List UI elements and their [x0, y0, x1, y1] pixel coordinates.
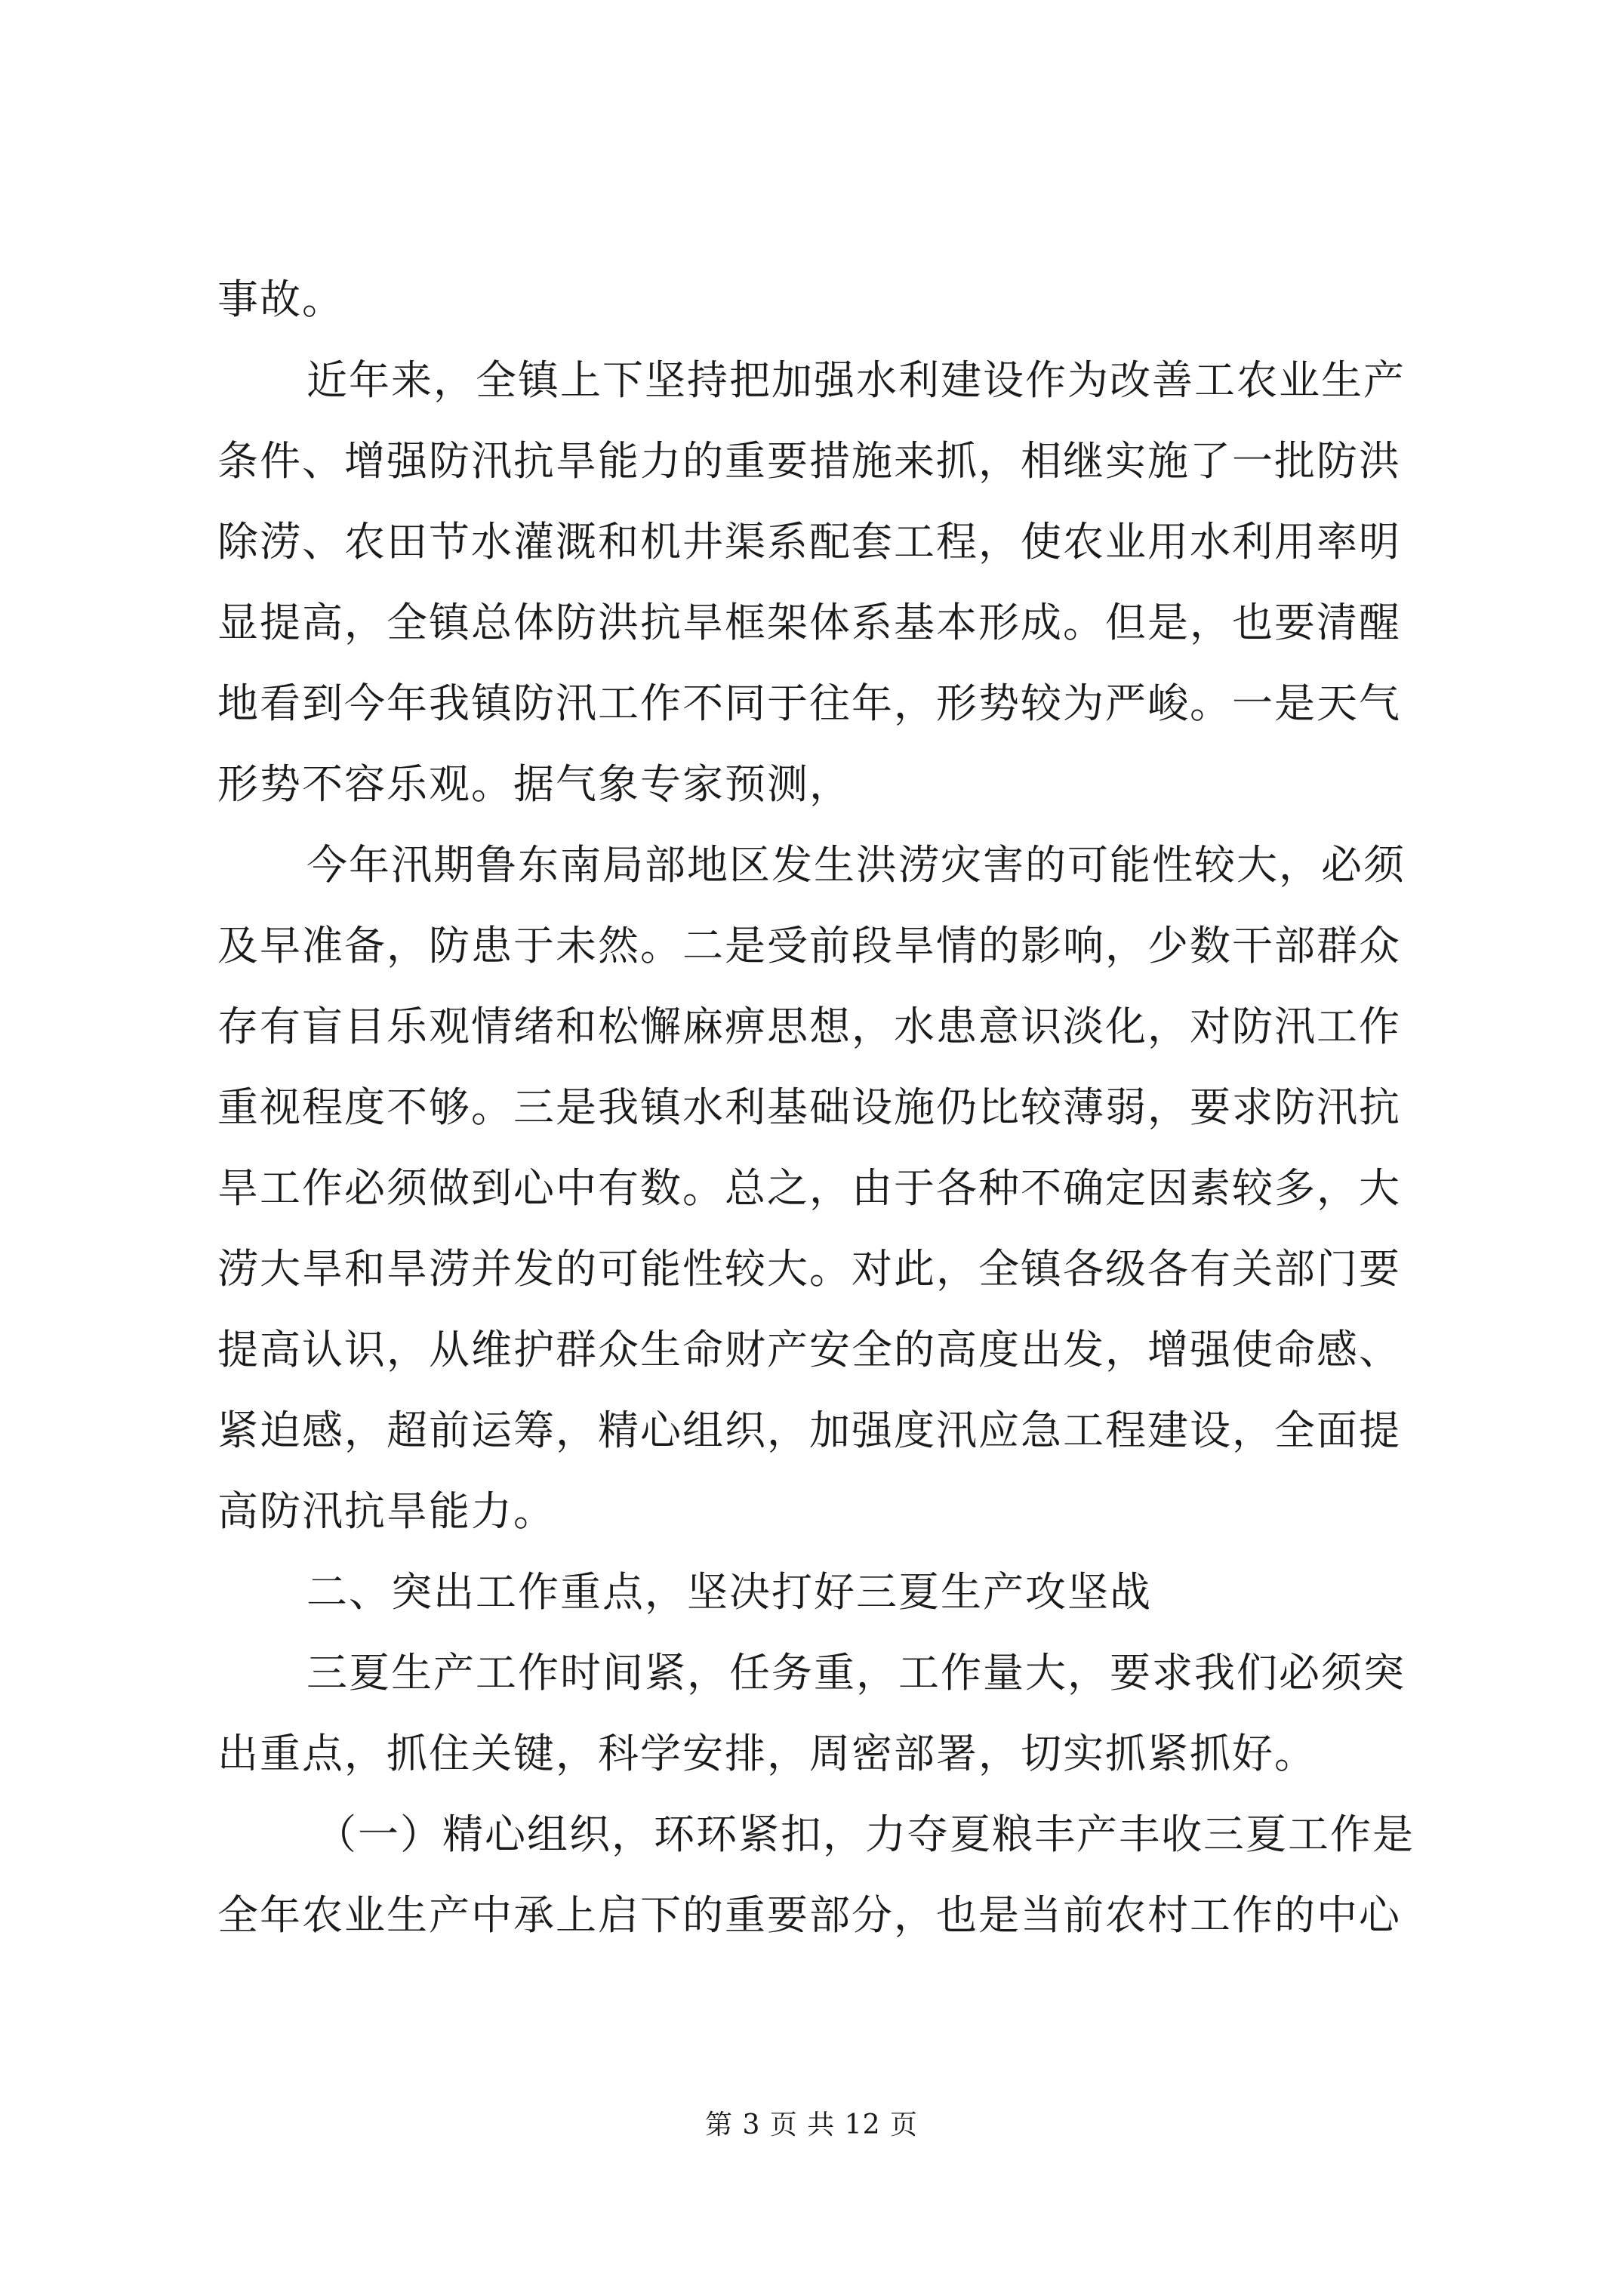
subsection-line: （一）精心组织，环环紧扣，力夺夏粮丰产丰收三夏工作是 — [316, 1811, 1415, 1858]
text-line: 紧迫感，超前运筹，精心组织，加强度汛应急工程建设，全面提 — [217, 1407, 1401, 1454]
body-text — [217, 259, 1433, 1955]
text-line: 及早准备，防患于未然。二是受前段旱情的影响，少数干部群众 — [217, 922, 1401, 969]
text-line: 出重点，抓住关键，科学安排，周密部署，切实抓紧抓好。 — [217, 1730, 1317, 1777]
text-line: 涝大旱和旱涝并发的可能性较大。对此，全镇各级各有关部门要 — [217, 1245, 1401, 1293]
text-line: 显提高，全镇总体防洪抗旱框架体系基本形成。但是，也要清醒 — [217, 599, 1401, 646]
text-line: 全年农业生产中承上启下的重要部分，也是当前农村工作的中心 — [217, 1891, 1401, 1939]
text-line: 三夏生产工作时间紧，任务重，工作量大，要求我们必须突 — [306, 1649, 1406, 1697]
page-footer: 第 3 页 共 12 页 — [705, 2110, 918, 2140]
text-line: 提高认识，从维护群众生命财产安全的高度出发，增强使命感、 — [217, 1326, 1401, 1373]
text-line: 存有盲目乐观情绪和松懈麻痹思想，水患意识淡化，对防汛工作 — [217, 1003, 1401, 1050]
text-line: 今年汛期鲁东南局部地区发生洪涝灾害的可能性较大，必须 — [306, 841, 1406, 889]
text-line: 近年来，全镇上下坚持把加强水利建设作为改善工农业生产 — [306, 356, 1406, 404]
text-line: 重视程度不够。三是我镇水利基础设施仍比较薄弱，要求防汛抗 — [217, 1083, 1401, 1131]
text-line: 形势不容乐观。据气象专家预测， — [217, 760, 852, 808]
text-line: 高防汛抗旱能力。 — [217, 1487, 556, 1535]
text-line: 地看到今年我镇防汛工作不同于往年，形势较为严峻。一是天气 — [217, 680, 1401, 727]
text-line: 条件、增强防汛抗旱能力的重要措施来抓，相继实施了一批防洪 — [217, 437, 1401, 485]
text-line: 除涝、农田节水灌溉和机井渠系配套工程，使农业用水利用率明 — [217, 518, 1401, 566]
text-line: 旱工作必须做到心中有数。总之，由于各种不确定因素较多，大 — [217, 1164, 1401, 1212]
section-heading: 二、突出工作重点，坚决打好三夏生产攻坚战 — [306, 1568, 1152, 1616]
text-line: 事故。 — [217, 276, 344, 323]
